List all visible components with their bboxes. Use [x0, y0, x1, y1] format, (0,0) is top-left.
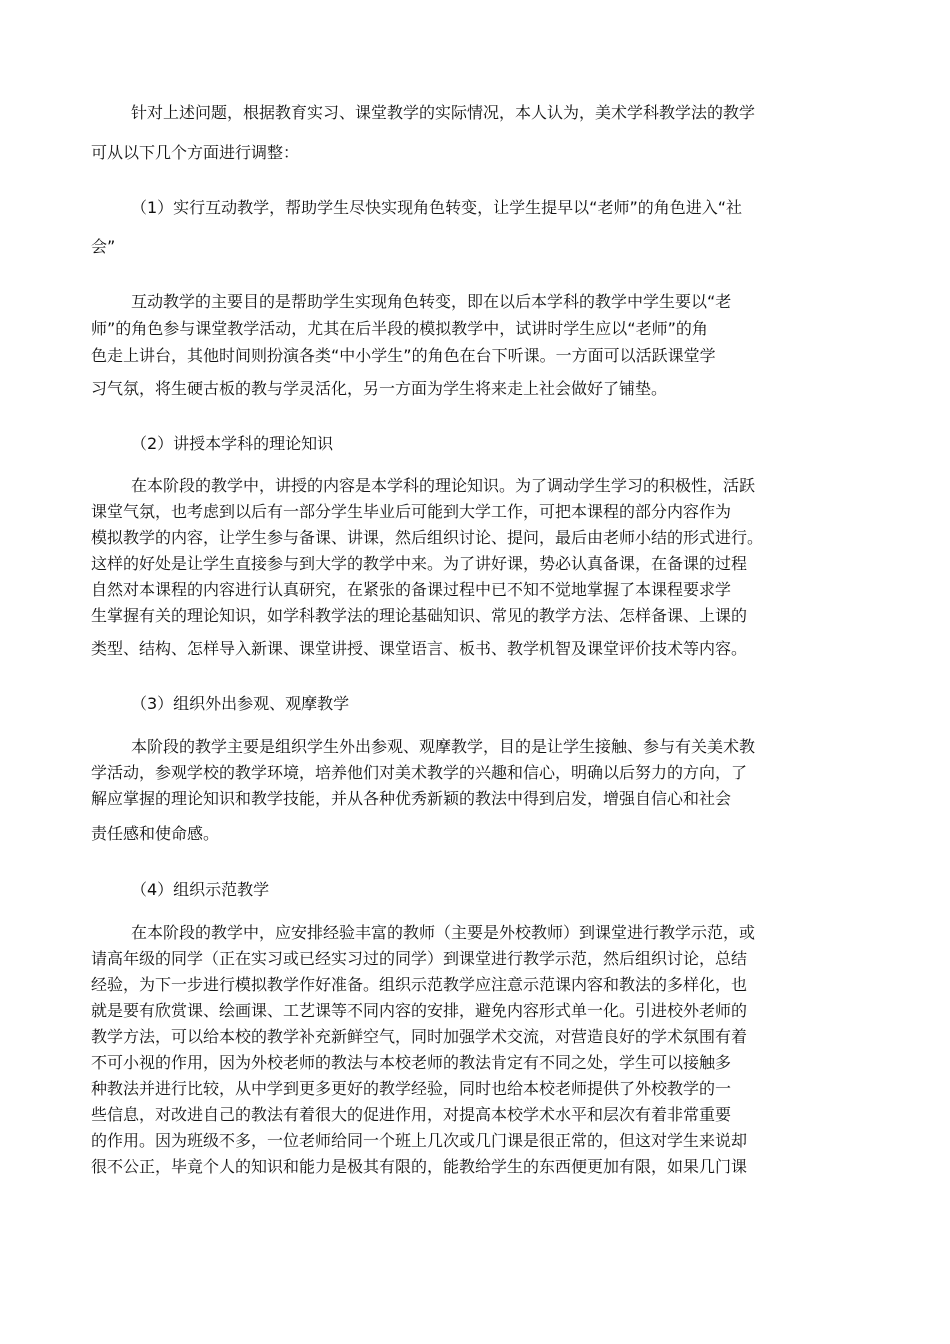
section2-body-line: 生掌握有关的理论知识，如学科教学法的理论基础知识、常见的教学方法、怎样备课、上课的: [91, 606, 748, 625]
section4-body-line: 请高年级的同学（正在实习或已经实习过的同学）到课堂进行教学示范，然后组织讨论，总结: [91, 949, 748, 968]
section2-body-line: 类型、结构、怎样导入新课、课堂讲授、课堂语言、板书、教学机智及课堂评价技术等内容。: [91, 639, 748, 658]
section1-body-line: 互动教学的主要目的是帮助学生实现角色转变，即在以后本学科的教学中学生要以“老: [131, 292, 732, 311]
section2-body-line: 这样的好处是让学生直接参与到大学的教学中来。为了讲好课，势必认真备课，在备课的过程: [91, 554, 748, 573]
section1-heading: 会”: [91, 237, 116, 256]
section4-body-line: 很不公正，毕竟个人的知识和能力是极其有限的，能教给学生的东西便更加有限，如果几门课: [91, 1157, 748, 1176]
section2-body-line: 自然对本课程的内容进行认真研究，在紧张的备课过程中已不知不觉地掌握了本课程要求学: [91, 580, 732, 599]
section1-body-line: 习气氛，将生硬古板的教与学灵活化，另一方面为学生将来走上社会做好了铺垫。: [91, 379, 668, 398]
section4-heading: （4）组织示范教学: [131, 880, 270, 899]
section3-body-line: 责任感和使命感。: [91, 824, 220, 843]
section1-heading: （1）实行互动教学，帮助学生尽快实现角色转变，让学生提早以“老师”的角色进入“社: [131, 198, 743, 217]
section2-body-line: 在本阶段的教学中，讲授的内容是本学科的理论知识。为了调动学生学习的积极性，活跃: [131, 476, 756, 495]
section4-body-line: 些信息，对改进自己的教法有着很大的促进作用，对提高本校学术水平和层次有着非常重要: [91, 1105, 732, 1124]
section3-heading: （3）组织外出参观、观摩教学: [131, 694, 350, 713]
section2-body-line: 课堂气氛，也考虑到以后有一部分学生毕业后可能到大学工作，可把本课程的部分内容作为: [91, 502, 732, 521]
section4-body-line: 就是要有欣赏课、绘画课、工艺课等不同内容的安排，避免内容形式单一化。引进校外老师的: [91, 1001, 748, 1020]
section4-body-line: 的作用。因为班级不多，一位老师给同一个班上几次或几门课是很正常的，但这对学生来说却: [91, 1131, 748, 1150]
intro-line: 针对上述问题，根据教育实习、课堂教学的实际情况，本人认为，美术学科教学法的教学: [131, 103, 756, 122]
section3-body-line: 解应掌握的理论知识和教学技能，并从各种优秀新颖的教法中得到启发，增强自信心和社会: [91, 789, 732, 808]
section4-body-line: 经验，为下一步进行模拟教学作好准备。组织示范教学应注意示范课内容和教法的多样化，也: [91, 975, 748, 994]
section2-body-line: 模拟教学的内容，让学生参与备课、讲课，然后组织讨论、提问，最后由老师小结的形式进行。: [91, 528, 764, 547]
section4-body-line: 不可小视的作用，因为外校老师的教法与本校老师的教法肯定有不同之处，学生可以接触多: [91, 1053, 732, 1072]
section3-body-line: 学活动，参观学校的教学环境，培养他们对美术教学的兴趣和信心，明确以后努力的方向，了: [91, 763, 748, 782]
section4-body-line: 教学方法，可以给本校的教学补充新鲜空气，同时加强学术交流，对营造良好的学术氛围有着: [91, 1027, 748, 1046]
section2-heading: （2）讲授本学科的理论知识: [131, 434, 334, 453]
section1-body-line: 师”的角色参与课堂教学活动，尤其在后半段的模拟教学中，试讲时学生应以“老师”的角: [91, 319, 708, 338]
section1-body-line: 色走上讲台，其他时间则扮演各类“中小学生”的角色在台下听课。一方面可以活跃课堂学: [91, 346, 716, 365]
intro-line: 可从以下几个方面进行调整：: [91, 143, 300, 162]
section3-body-line: 本阶段的教学主要是组织学生外出参观、观摩教学，目的是让学生接触、参与有关美术教: [131, 737, 756, 756]
section4-body-line: 种教法并进行比较，从中学到更多更好的教学经验，同时也给本校老师提供了外校教学的一: [91, 1079, 732, 1098]
section4-body-line: 在本阶段的教学中，应安排经验丰富的教师（主要是外校教师）到课堂进行教学示范，或: [131, 923, 756, 942]
